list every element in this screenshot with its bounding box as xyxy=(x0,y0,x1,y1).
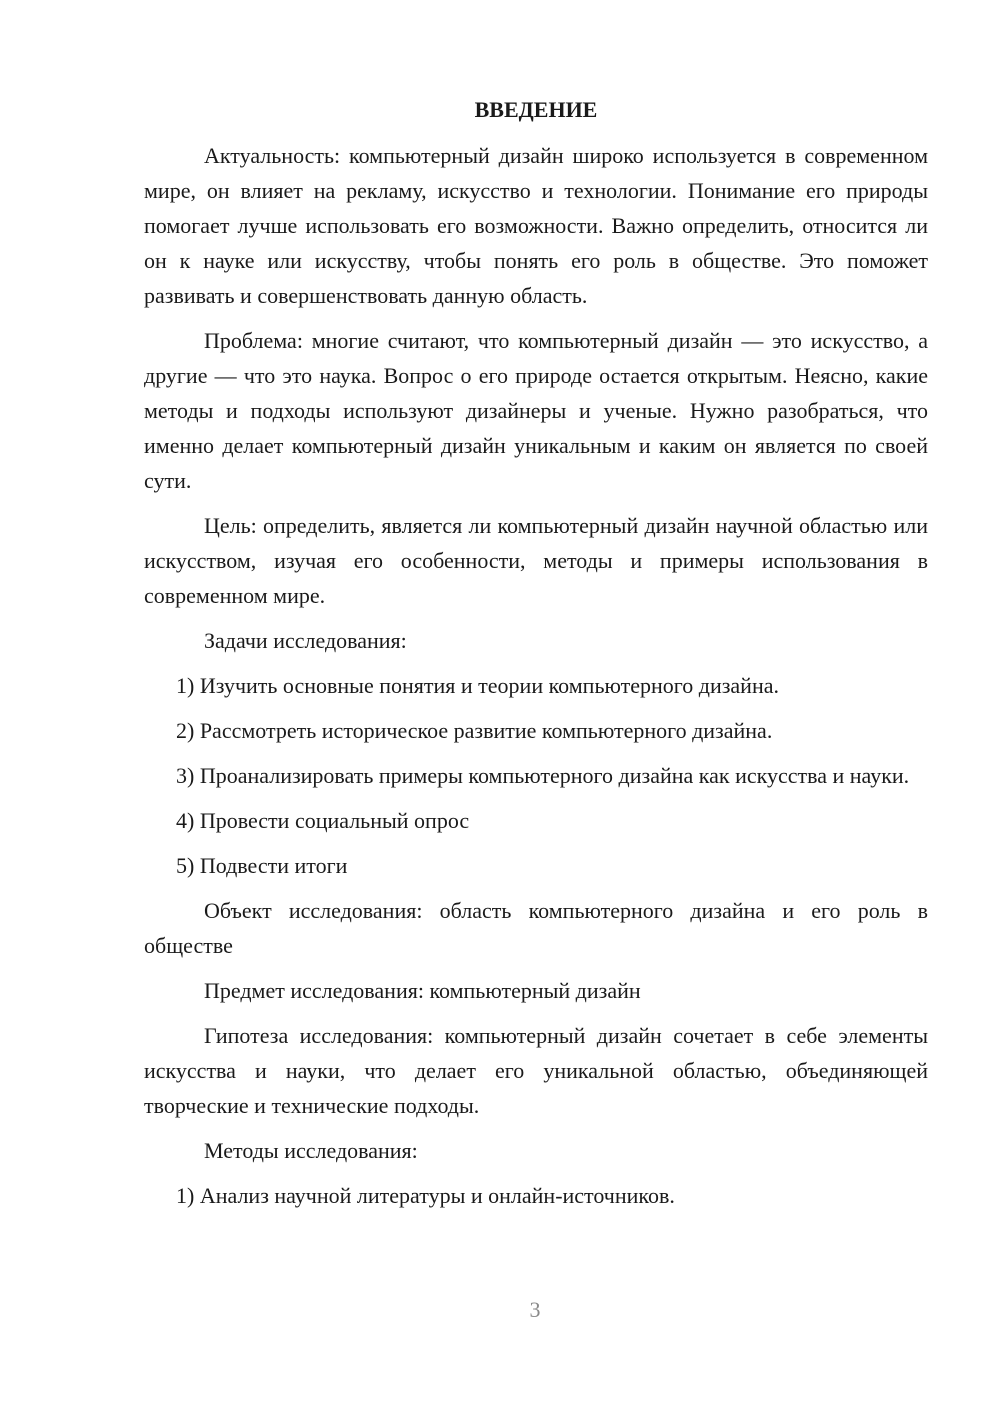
list-item: 1) Изучить основные понятия и теории компьютерного дизайна. xyxy=(176,673,779,698)
tasks-list xyxy=(144,668,928,883)
list-item: 5) Подвести итоги xyxy=(176,853,348,878)
page-number: 3 xyxy=(529,1297,541,1322)
goal-paragraph: Цель: определить, является ли компьютерный дизайн научной областью или искусством, изучая его особенности, методы и примеры использования в современном мире. xyxy=(144,513,928,608)
tasks-heading: Задачи исследования: xyxy=(204,628,407,653)
methods-heading: Методы исследования: xyxy=(204,1138,418,1163)
hypothesis-paragraph: Гипотеза исследования: компьютерный дизайн сочетает в себе элементы искусства и науки, что делает его уникальной областью, объединяющей творческие и технические подходы. xyxy=(144,1023,928,1118)
relevance-paragraph: Актуальность: компьютерный дизайн широко используется в современном мире, он влияет на рекламу, искусство и технологии. Понимание его природы помогает лучше использовать его возможности. Важно определить, относится ли он к науке или искусству, чтобы понять его роль в обществе. Это поможет развивать и совершенствовать данную область. xyxy=(144,143,928,308)
object-paragraph: Объект исследования: область компьютерного дизайна и его роль в обществе xyxy=(144,898,928,958)
list-item: 2) Рассмотреть историческое развитие компьютерного дизайна. xyxy=(176,718,773,743)
subject-paragraph: Предмет исследования: компьютерный дизайн xyxy=(204,978,641,1003)
section-title: ВВЕДЕНИЕ xyxy=(474,97,598,122)
list-item: 3) Проанализировать примеры компьютерного дизайна как искусства и науки. xyxy=(176,763,910,788)
list-item: 4) Провести социальный опрос xyxy=(176,808,470,833)
methods-list xyxy=(144,1178,928,1213)
document-page xyxy=(144,96,928,1223)
problem-paragraph: Проблема: многие считают, что компьютерный дизайн — это искусство, а другие — что это наука. Вопрос о его природе остается открытым. Неясно, какие методы и подходы используют дизайнеры и ученые. Нужно разобраться, что именно делает компьютерный дизайн уникальным и каким он является по своей сути. xyxy=(144,328,928,493)
list-item: 1) Анализ научной литературы и онлайн-источников. xyxy=(176,1183,675,1208)
